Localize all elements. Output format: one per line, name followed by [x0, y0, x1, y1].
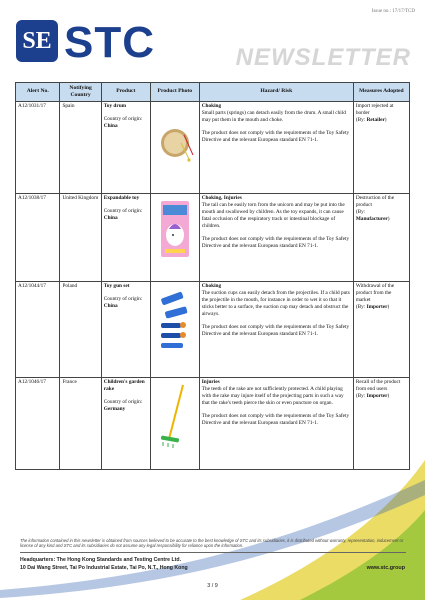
- hazard-text: Small parts (springs) can detach easily from the drum. A small child may put them in the mouth and choke.: [201, 109, 346, 123]
- compliance-text: The product does not comply with the requirements of the Toy Safety Directive and the relevant European standard EN 71-1.: [201, 323, 350, 337]
- hazard-cell: [199, 194, 353, 282]
- expandable-unicorn-photo: [155, 199, 195, 261]
- col-header-hazard: Hazard/ Risk: [199, 83, 353, 102]
- hazard-text: The teeth of the rake are not sufficiently protected. A child playing with the rake may injure itself of the projecting parts in such a way that the rake's teeth pierce the skin or even puncture on organ.: [201, 385, 344, 406]
- hazard-cell: [199, 378, 353, 470]
- country: France: [60, 378, 101, 470]
- measure-cell: Destruction of the product (By: Manufacturer): [353, 194, 409, 282]
- hazard-cell: [199, 102, 353, 194]
- garden-rake-photo: [155, 381, 195, 451]
- stc-logo: [16, 20, 176, 70]
- photo-cell: [150, 102, 199, 194]
- footer-divider: [20, 552, 406, 553]
- product-name: Toy gun set: [103, 283, 130, 289]
- col-header-alert-no: Alert No.: [16, 83, 60, 102]
- product-name: Toy drum: [103, 103, 127, 109]
- product-name: Children's garden rake: [103, 379, 145, 392]
- origin-country: China: [103, 214, 118, 221]
- origin-label: Country of origin:: [103, 207, 143, 214]
- origin-country: China: [103, 302, 118, 309]
- col-header-measures: Measures Adopted: [353, 83, 409, 102]
- alert-no: A12/1031/17: [16, 102, 60, 194]
- origin-label: Country of origin:: [103, 398, 143, 405]
- hazard-text: The suction cups can easily detach from the projectiles. If a child puts the projectile in the mouth, for instance in order to wet it so that it sticks better to a surface, the suction cup may detach and obstruct the airways.: [201, 289, 350, 317]
- measure-cell: Withdrawal of the product from the market (By: Importer): [353, 282, 409, 378]
- compliance-text: The product does not comply with the requirements of the Toy Safety Directive and the relevant European standard EN 71-1.: [201, 412, 350, 426]
- table-row: [16, 378, 410, 470]
- measure-by: (By:: [355, 208, 366, 215]
- hazard-title: Choking: [201, 103, 222, 109]
- country: United Kingdom: [60, 194, 101, 282]
- alerts-table: [15, 82, 410, 470]
- hazard-title: Choking, Injuries: [201, 195, 242, 201]
- compliance-text: The product does not comply with the requirements of the Toy Safety Directive and the relevant European standard EN 71-1.: [201, 129, 350, 143]
- table-row: [16, 282, 410, 378]
- product-cell: [101, 102, 150, 194]
- disclaimer-text: The information contained in this newsletter is obtained from sources believed to be accurate to the best knowledge of STC and its subsidiaries, it is distributed without warranty, representation, inducement or license of any kind and STC and its subsidiaries do not assume any legal responsibility for reliance upon the information.: [20, 538, 404, 549]
- toy-gun-set-photo: [155, 289, 195, 359]
- measure-role: Retailer: [366, 116, 385, 123]
- col-header-photo: Product Photo: [150, 83, 199, 102]
- photo-cell: [150, 378, 199, 470]
- measure-cell: Import rejected at border (By: Retailer): [353, 102, 409, 194]
- product-cell: [101, 194, 150, 282]
- product-name: Expandable toy: [103, 195, 140, 201]
- logo-wordmark: STC: [64, 18, 155, 67]
- country: Poland: [60, 282, 101, 378]
- hazard-title: Injuries: [201, 379, 220, 385]
- hazard-cell: [199, 282, 353, 378]
- origin-country: Germany: [103, 405, 126, 412]
- origin-country: China: [103, 122, 118, 129]
- measure-by: (By:: [355, 303, 367, 310]
- hazard-text: The tail can be easily torn from the unicorn and may be put into the mouth and swallowed by children. As the toy expands, it can cause fatal occlusion of the respiratory track or intestinal blockage of children.: [201, 201, 345, 229]
- photo-cell: [150, 194, 199, 282]
- measure-role: Manufacturer: [355, 215, 388, 222]
- measure-role: Importer: [366, 303, 388, 310]
- photo-cell: [150, 282, 199, 378]
- measure-text: Recall of the product from end users: [355, 379, 401, 392]
- headquarters-address: [20, 557, 188, 572]
- col-header-country: Notifying Country: [60, 83, 101, 102]
- table-header-row: [16, 83, 410, 102]
- hq-street: 10 Dai Wang Street, Tai Po Industrial Estate, Tai Po, N.T., Hong Kong: [20, 564, 188, 571]
- product-cell: [101, 282, 150, 378]
- newsletter-title: NEWSLETTER: [235, 44, 411, 71]
- compliance-text: The product does not comply with the requirements of the Toy Safety Directive and the relevant European standard EN 71-1.: [201, 235, 350, 249]
- hq-name: Headquarters: The Hong Kong Standards and Testing Centre Ltd.: [20, 557, 182, 563]
- measure-role: Importer: [366, 392, 388, 399]
- website-link[interactable]: www.stc.group: [366, 565, 405, 571]
- logo-emblem: SE: [16, 20, 58, 62]
- alert-no: A12/1046/17: [16, 378, 60, 470]
- product-cell: [101, 378, 150, 470]
- alert-no: A12/1038/17: [16, 194, 60, 282]
- measure-text: Destruction of the product: [355, 195, 395, 208]
- origin-label: Country of origin:: [103, 115, 143, 122]
- col-header-product: Product: [101, 83, 150, 102]
- origin-label: Country of origin:: [103, 295, 143, 302]
- measure-by: (By:: [355, 392, 367, 399]
- country: Spain: [60, 102, 101, 194]
- measure-by: (By:: [355, 116, 367, 123]
- measure-text: Import rejected at border: [355, 103, 394, 116]
- hazard-title: Choking: [201, 283, 222, 289]
- measure-cell: Recall of the product from end users (By: Importer): [353, 378, 409, 470]
- issue-number: Issue no.: 17/17/TCD: [371, 9, 415, 14]
- table-row: [16, 102, 410, 194]
- measure-text: Withdrawal of the product from the market: [355, 283, 395, 303]
- toy-drum-photo: [155, 113, 195, 173]
- table-row: [16, 194, 410, 282]
- page-number: 3 / 9: [207, 583, 218, 589]
- alert-no: A12/1044/17: [16, 282, 60, 378]
